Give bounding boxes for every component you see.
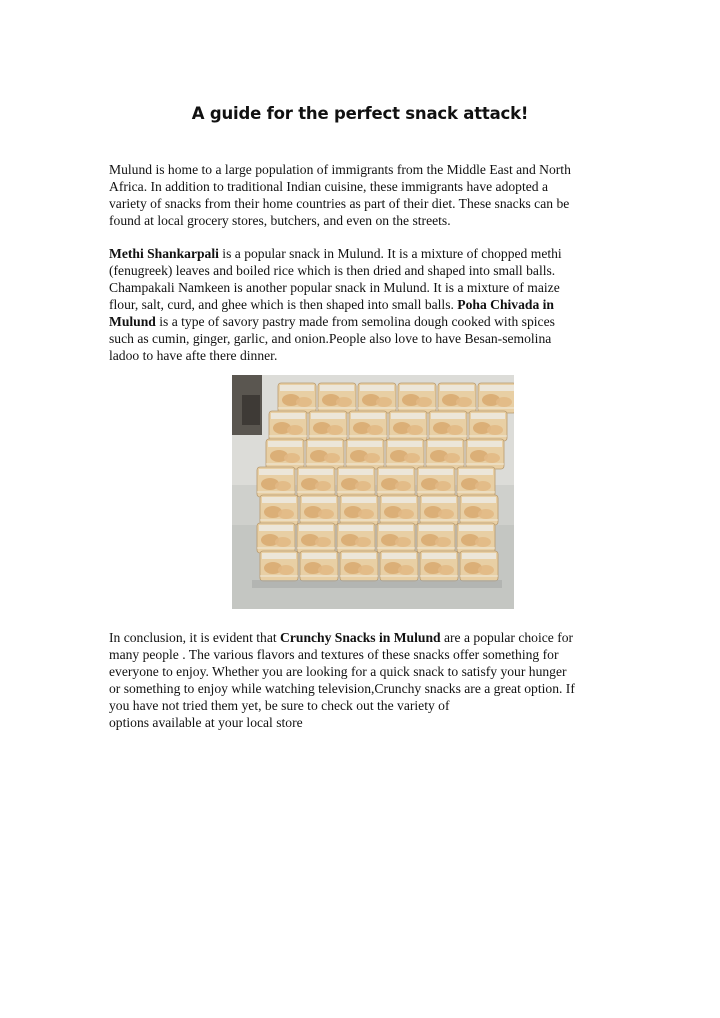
conclusion-line: many people . The various flavors and textures of these snacks offer something for — [109, 647, 559, 662]
snack-boxes-photo — [232, 375, 514, 609]
snacks-line — [109, 296, 614, 313]
intro-paragraph — [109, 161, 614, 229]
snacks-text: is a type of savory pastry made from semolina dough cooked with spices — [155, 314, 555, 329]
keyword-crunchy-snacks: Crunchy Snacks in Mulund — [280, 630, 441, 645]
snack-name-poha-chivada: Poha Chivada in — [457, 297, 554, 312]
conclusion-line: options available at your local store — [109, 715, 303, 730]
conclusion-text: In conclusion, it is evident that — [109, 630, 281, 645]
intro-line: Africa. In addition to traditional Indian cuisine, these immigrants have adopted a — [109, 179, 549, 194]
snacks-line: Champakali Namkeen is another popular snack in Mulund. It is a mixture of maize — [109, 280, 560, 295]
document-title: A guide for the perfect snack attack! — [191, 104, 529, 123]
conclusion-line: you have not tried them yet, be sure to check out the variety of — [109, 698, 450, 713]
snacks-paragraph — [109, 245, 614, 364]
conclusion-text: are a popular choice for — [440, 630, 574, 645]
conclusion-line: or something to enjoy while watching television,Crunchy snacks are a great option. If — [109, 681, 575, 696]
snacks-line: such as cumin, ginger, garlic, and onion.People also love to have Besan-semolina — [109, 331, 552, 346]
snacks-text: is a popular snack in Mulund. It is a mixture of chopped methi — [218, 246, 562, 261]
conclusion-line — [109, 629, 614, 646]
snack-name-methi-shankarpali: Methi Shankarpali — [109, 246, 219, 261]
snacks-line: (fenugreek) leaves and boiled rice which is then dried and shaped into small balls. — [109, 263, 556, 278]
conclusion-line: everyone to enjoy. Whether you are looking for a quick snack to satisfy your hunger — [109, 664, 567, 679]
snacks-line: ladoo to have afte there dinner. — [109, 348, 278, 363]
snack-name-mulund: Mulund — [109, 314, 156, 329]
intro-line: Mulund is home to a large population of immigrants from the Middle East and North — [109, 162, 571, 177]
conclusion-paragraph — [109, 629, 614, 731]
snacks-text: flour, salt, curd, and ghee which is then shaped into small balls. — [109, 297, 458, 312]
snacks-line — [109, 313, 614, 330]
snacks-line — [109, 245, 614, 262]
intro-line: found at local grocery stores, butchers, and even on the streets. — [109, 213, 451, 228]
intro-line: variety of snacks from their home countries as part of their diet. These snacks can be — [109, 196, 570, 211]
